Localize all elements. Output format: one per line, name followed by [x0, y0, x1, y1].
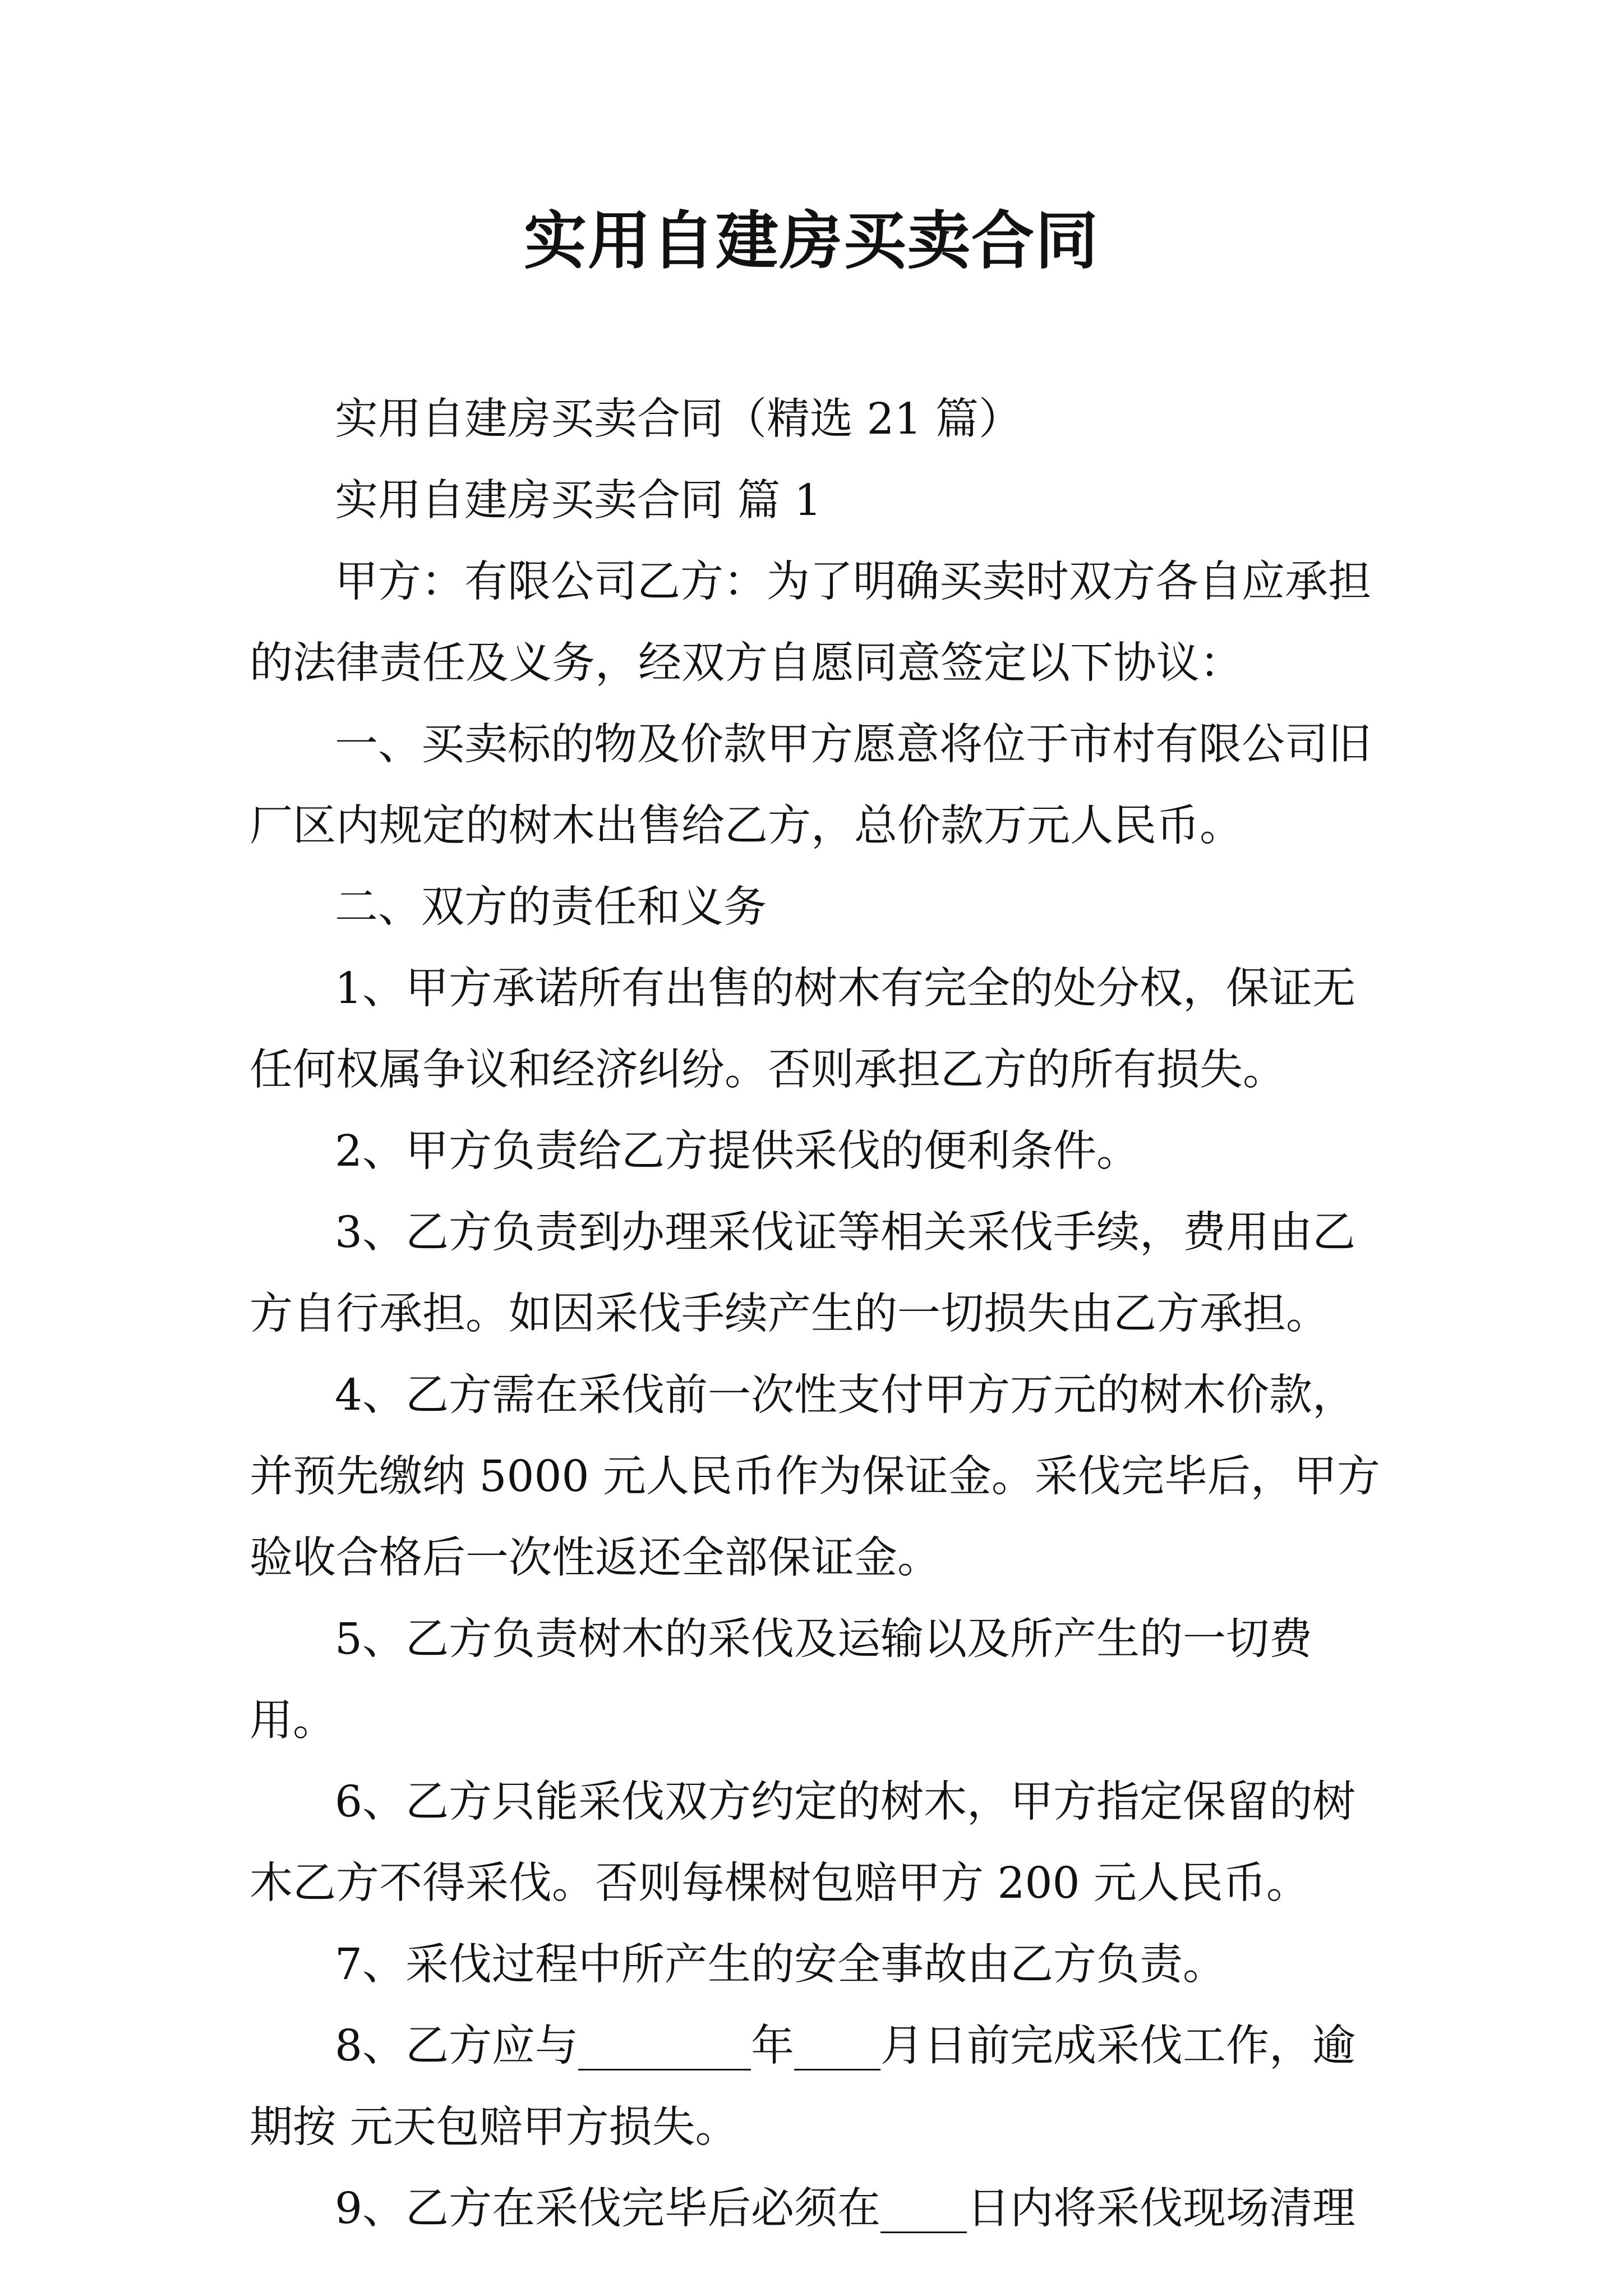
paragraph-line: 并预先缴纳 5000 元人民币作为保证金。采伐完毕后，甲方 — [250, 1452, 1380, 1502]
paragraph-line: 厂区内规定的树木出售给乙方，总价款万元人民币。 — [250, 801, 1243, 851]
paragraph-line: 的法律责任及义务，经双方自愿同意签定以下协议： — [250, 638, 1243, 688]
paragraph-line: 5、乙方负责树木的采伐及运输以及所产生的一切费用。 — [250, 1614, 1312, 1746]
paragraph-item-3 — [250, 1192, 1394, 1355]
paragraph-line: 方自行承担。如因采伐手续产生的一切损失由乙方承担。 — [250, 1289, 1329, 1339]
paragraph-section-heading — [250, 460, 1394, 541]
paragraph-line: 木乙方不得采伐。否则每棵树包赔甲方 200 元人民币。 — [250, 1858, 1310, 1908]
paragraph-line: 9、乙方在采伐完毕后必须在____日内将采伐现场清理 — [335, 2184, 1355, 2234]
paragraph-item-8 — [250, 2005, 1394, 2168]
paragraph-item-6 — [250, 1761, 1394, 1924]
paragraph-item-2 — [250, 1111, 1394, 1192]
paragraph-line: 6、乙方只能采伐双方约定的树木，甲方指定保留的树 — [335, 1777, 1355, 1827]
document-body — [250, 379, 1394, 2249]
paragraph-item-5 — [250, 1599, 1394, 1761]
paragraph-line: 实用自建房买卖合同（精选 21 篇） — [335, 394, 1022, 444]
paragraph-line: 实用自建房买卖合同 篇 1 — [335, 476, 822, 526]
paragraph-line: 7、采伐过程中所产生的安全事故由乙方负责。 — [335, 1940, 1226, 1990]
paragraph-subtitle — [250, 379, 1394, 460]
paragraph-item-1 — [250, 948, 1394, 1111]
paragraph-line: 期按 元天包赔甲方损失。 — [250, 2102, 739, 2152]
paragraph-line: 二、双方的责任和义务 — [335, 882, 767, 932]
paragraph-line: 8、乙方应与________年____月日前完成采伐工作，逾 — [335, 2021, 1355, 2071]
paragraph-line: 3、乙方负责到办理采伐证等相关采伐手续，费用由乙 — [335, 1208, 1355, 1258]
paragraph-item-4 — [250, 1355, 1394, 1599]
document-title: 实用自建房买卖合同 — [524, 204, 1099, 278]
paragraph-parties — [250, 541, 1394, 704]
paragraph-line: 验收合格后一次性返还全部保证金。 — [250, 1533, 940, 1583]
paragraph-clause-1 — [250, 704, 1394, 867]
paragraph-item-7 — [250, 1924, 1394, 2005]
paragraph-line: 4、乙方需在采伐前一次性支付甲方万元的树木价款， — [335, 1370, 1355, 1420]
paragraph-clause-2-heading — [250, 867, 1394, 948]
paragraph-line: 2、甲方负责给乙方提供采伐的便利条件。 — [335, 1126, 1140, 1176]
paragraph-line: 1、甲方承诺所有出售的树木有完全的处分权，保证无 — [335, 964, 1355, 1014]
paragraph-item-9 — [250, 2168, 1394, 2249]
paragraph-line: 一、买卖标的物及价款甲方愿意将位于市村有限公司旧 — [335, 720, 1371, 770]
paragraph-line: 任何权属争议和经济纠纷。否则承担乙方的所有损失。 — [250, 1045, 1286, 1095]
paragraph-line: 甲方：有限公司乙方：为了明确买卖时双方各自应承担 — [335, 557, 1371, 607]
